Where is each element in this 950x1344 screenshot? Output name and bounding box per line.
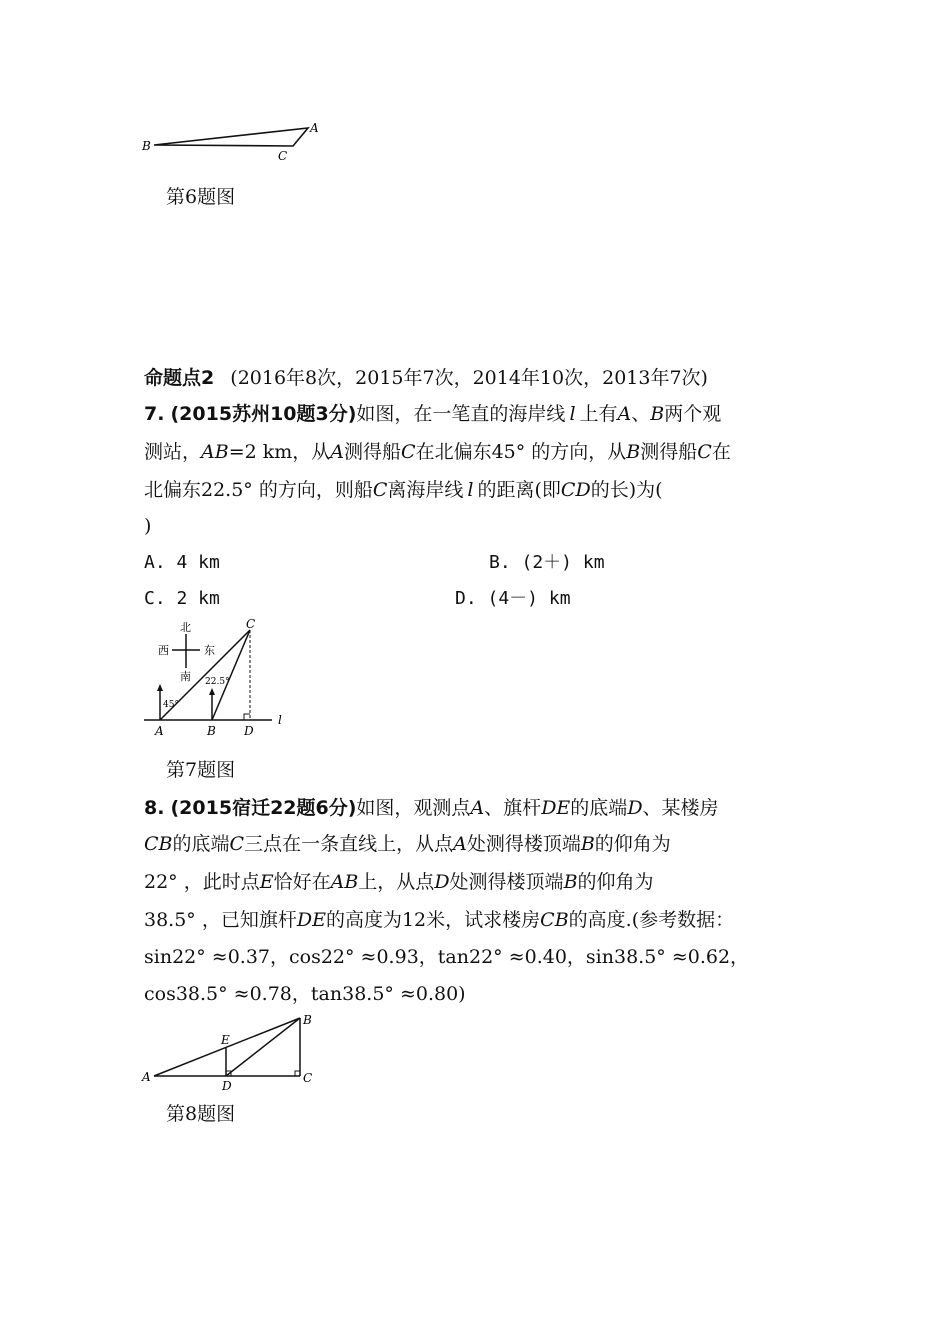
figure-8 — [140, 1010, 320, 1095]
q7-option-c[interactable]: C. 2 km — [144, 588, 220, 609]
q8-source: (2015宿迁22题6分) — [170, 797, 357, 819]
fig6-label-c: C — [278, 149, 288, 163]
angle-a: 45° — [163, 700, 179, 710]
label-d: D — [244, 724, 254, 738]
q7-line-2: 测站，AB=2 km，从A测得船C在北偏东45° 的方向，从B测得船C在 — [144, 441, 731, 463]
arrow-a-head — [157, 684, 163, 691]
fig6-label-a: A — [310, 121, 319, 135]
compass-east: 东 — [204, 644, 215, 657]
fig8-label-a: A — [142, 1070, 151, 1084]
compass-west: 西 — [158, 644, 169, 657]
label-l: l — [278, 713, 282, 727]
q7-line-3: 北偏东22.5° 的方向，则船C离海岸线 l 的距离(即CD的长)为( — [144, 479, 663, 501]
q8-line-1: 8. (2015宿迁22题6分)如图，观测点A、旗杆DE的底端D、某楼房 — [144, 797, 719, 819]
right-angle-d — [244, 714, 250, 720]
section-stats: (2016年8次，2015年7次，2014年10次，2013年7次) — [230, 367, 708, 389]
q7-option-d[interactable]: D. (4－) km — [455, 588, 571, 609]
q7-line-1: 7. (2015苏州10题3分)如图，在一笔直的海岸线 l 上有A、B两个观 — [144, 403, 722, 425]
compass-north: 北 — [180, 621, 191, 634]
label-c: C — [246, 618, 256, 631]
line-bc — [212, 630, 250, 720]
fig8-label-c: C — [303, 1071, 313, 1085]
label-b: B — [207, 724, 216, 738]
fig8-line-ab — [154, 1018, 300, 1076]
fig6-label-b: B — [142, 139, 151, 153]
q7-source: (2015苏州10题3分) — [170, 403, 357, 425]
fig8-line-db — [226, 1018, 300, 1076]
q8-line-6: cos38.5° ≈0.78，tan38.5° ≈0.80) — [144, 983, 466, 1005]
q7-option-a[interactable]: A. 4 km — [144, 552, 220, 573]
q7-number: 7. — [144, 403, 165, 425]
q8-line-3: 22° ，此时点E恰好在AB上，从点D处测得楼顶端B的仰角为 — [144, 871, 654, 893]
fig8-caption: 第8题图 — [166, 1103, 236, 1125]
fig7-caption: 第7题图 — [166, 759, 236, 781]
arrow-b-head — [209, 688, 215, 695]
compass-south: 南 — [180, 670, 191, 683]
q8-line-4: 38.5° ，已知旗杆DE的高度为12米，试求楼房CB的高度.(参考数据： — [144, 909, 735, 931]
q8-line-2: CB的底端C三点在一条直线上，从点A处测得楼顶端B的仰角为 — [144, 833, 671, 855]
section-title: 命题点2 — [144, 367, 215, 389]
q8-line-5: sin22° ≈0.37，cos22° ≈0.93，tan22° ≈0.40，sin38.5° ≈0.62， — [144, 946, 750, 968]
figure-6 — [140, 118, 330, 163]
fig6-triangle — [154, 128, 308, 146]
fig8-label-e: E — [221, 1033, 230, 1047]
section-header — [144, 366, 708, 390]
figure-7 — [140, 618, 290, 743]
fig8-label-d: D — [222, 1079, 232, 1093]
q8-number: 8. — [144, 797, 165, 819]
q7-option-b[interactable]: B. (2＋) km — [489, 552, 605, 573]
fig8-label-b: B — [303, 1013, 312, 1027]
fig6-caption: 第6题图 — [166, 186, 236, 208]
angle-b: 22.5° — [205, 677, 230, 687]
q7-line-4: ) — [144, 515, 152, 537]
label-a: A — [155, 724, 164, 738]
